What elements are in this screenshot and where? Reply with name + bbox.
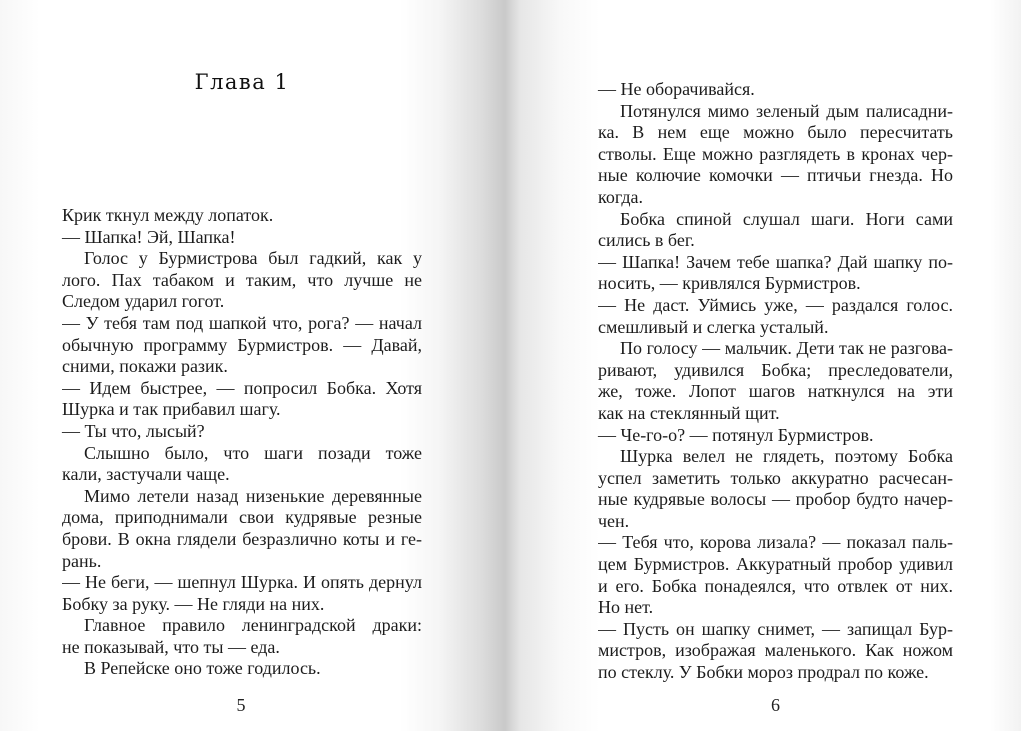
text-line: стволы. Еще можно разглядеть в кронах чер- [598, 143, 953, 164]
text-line: сними, покажи разик. [62, 356, 228, 377]
text-line: Шурка и так прибавил шагу. [62, 399, 281, 420]
text-line: Крик ткнул между лопаток. [62, 205, 274, 225]
text-line: когда. [598, 186, 643, 207]
text-line: носить, — кривлялся Бурмистров. [598, 273, 861, 294]
text-line: сились в бег. [598, 230, 695, 251]
text-line: Голос у Бурмистрова был гадкий, как у [84, 248, 422, 269]
text-line: успел заметить только аккуратно расчесан- [598, 467, 953, 488]
text-line: смешливый и слегка усталый. [598, 316, 829, 337]
text-line: — Тебя что, корова лизала? — показал паль- [598, 532, 953, 553]
text-line: — У тебя там под шапкой что, рога? — начал [62, 312, 422, 333]
text-line: брови. В окна глядели безразлично коты и ге- [62, 528, 422, 549]
text-line: не показывай, что ты — еда. [62, 636, 280, 657]
text-line: цем Бурмистров. Аккуратный пробор удивил [598, 554, 953, 575]
page-number: 5 [236, 695, 246, 715]
text-line: кали, застучали чаще. [62, 464, 230, 485]
text-line: мистров, изображая маленького. Как ножом [598, 640, 953, 661]
text-line: — Пусть он шапку снимет, — запищал Бур- [598, 618, 953, 639]
text-line: и его. Бобка понадеялся, что отвлек от них. [598, 575, 953, 596]
text-line: — Не даст. Уймись уже, — раздался голос. [598, 294, 953, 315]
text-line: ка. В нем еще можно было пересчитать [598, 122, 953, 143]
text-line: — Не беги, — шепнул Шурка. И опять дернул [62, 572, 422, 593]
text-line: ные колючие комочки — птичьи гнезда. Но [598, 165, 953, 186]
text-line: Главное правило ленинградской драки: [84, 615, 422, 636]
text-line: — Идем быстрее, — попросил Бобка. Хотя [62, 377, 422, 398]
text-line: рань. [62, 550, 102, 571]
left-page [0, 0, 505, 731]
text-line: Но нет. [598, 597, 654, 618]
text-line: — Не оборачивайся. [598, 79, 755, 99]
chapter-title: Глава 1 [194, 70, 290, 94]
text-line: Следом ударил гогот. [62, 291, 225, 312]
text-line: По голосу — мальчик. Дети так не разгова- [620, 338, 953, 359]
text-line: В Репейске оно тоже годилось. [84, 658, 321, 679]
text-line: чен. [598, 510, 630, 531]
text-line: лого. Пах табаком и таким, что лучше не [62, 269, 422, 290]
text-line: — Че-го-о? — потянул Бурмистров. [598, 424, 874, 445]
text-line: по стеклу. У Бобки мороз продрал по коже. [598, 662, 929, 683]
text-line: Шурка велел не глядеть, поэтому Бобка [620, 446, 953, 467]
text-line: Слышно было, что шаги позади тоже [84, 442, 422, 463]
right-page [510, 0, 1021, 731]
text-line: Потянулся мимо зеленый дым палисадни- [620, 100, 953, 121]
right-page-text [598, 79, 953, 684]
text-line: как на стеклянный щит. [598, 402, 780, 423]
text-line: же, тоже. Лопот шагов наткнулся на эти [598, 381, 953, 402]
text-line: Мимо летели назад низенькие деревянные [84, 485, 422, 506]
text-line: Бобка спиной слушал шаги. Ноги сами [620, 208, 953, 229]
left-page-text [62, 205, 422, 680]
page-number: 6 [771, 695, 780, 715]
text-line: — Шапка! Эй, Шапка! [62, 226, 236, 247]
text-line: дома, приподнимали свои кудрявые резные [62, 507, 422, 528]
text-line: обычную программу Бурмистров. — Давай, [62, 334, 422, 355]
text-line: — Шапка! Зачем тебе шапка? Дай шапку по- [598, 251, 953, 272]
text-line: Бобку за руку. — Не гляди на них. [62, 593, 325, 614]
text-line: ные кудрявые волосы — пробор будто начер- [598, 489, 953, 510]
text-line: ривают, удивился Бобка; преследователи, [598, 359, 953, 380]
text-line: — Ты что, лысый? [62, 420, 205, 441]
